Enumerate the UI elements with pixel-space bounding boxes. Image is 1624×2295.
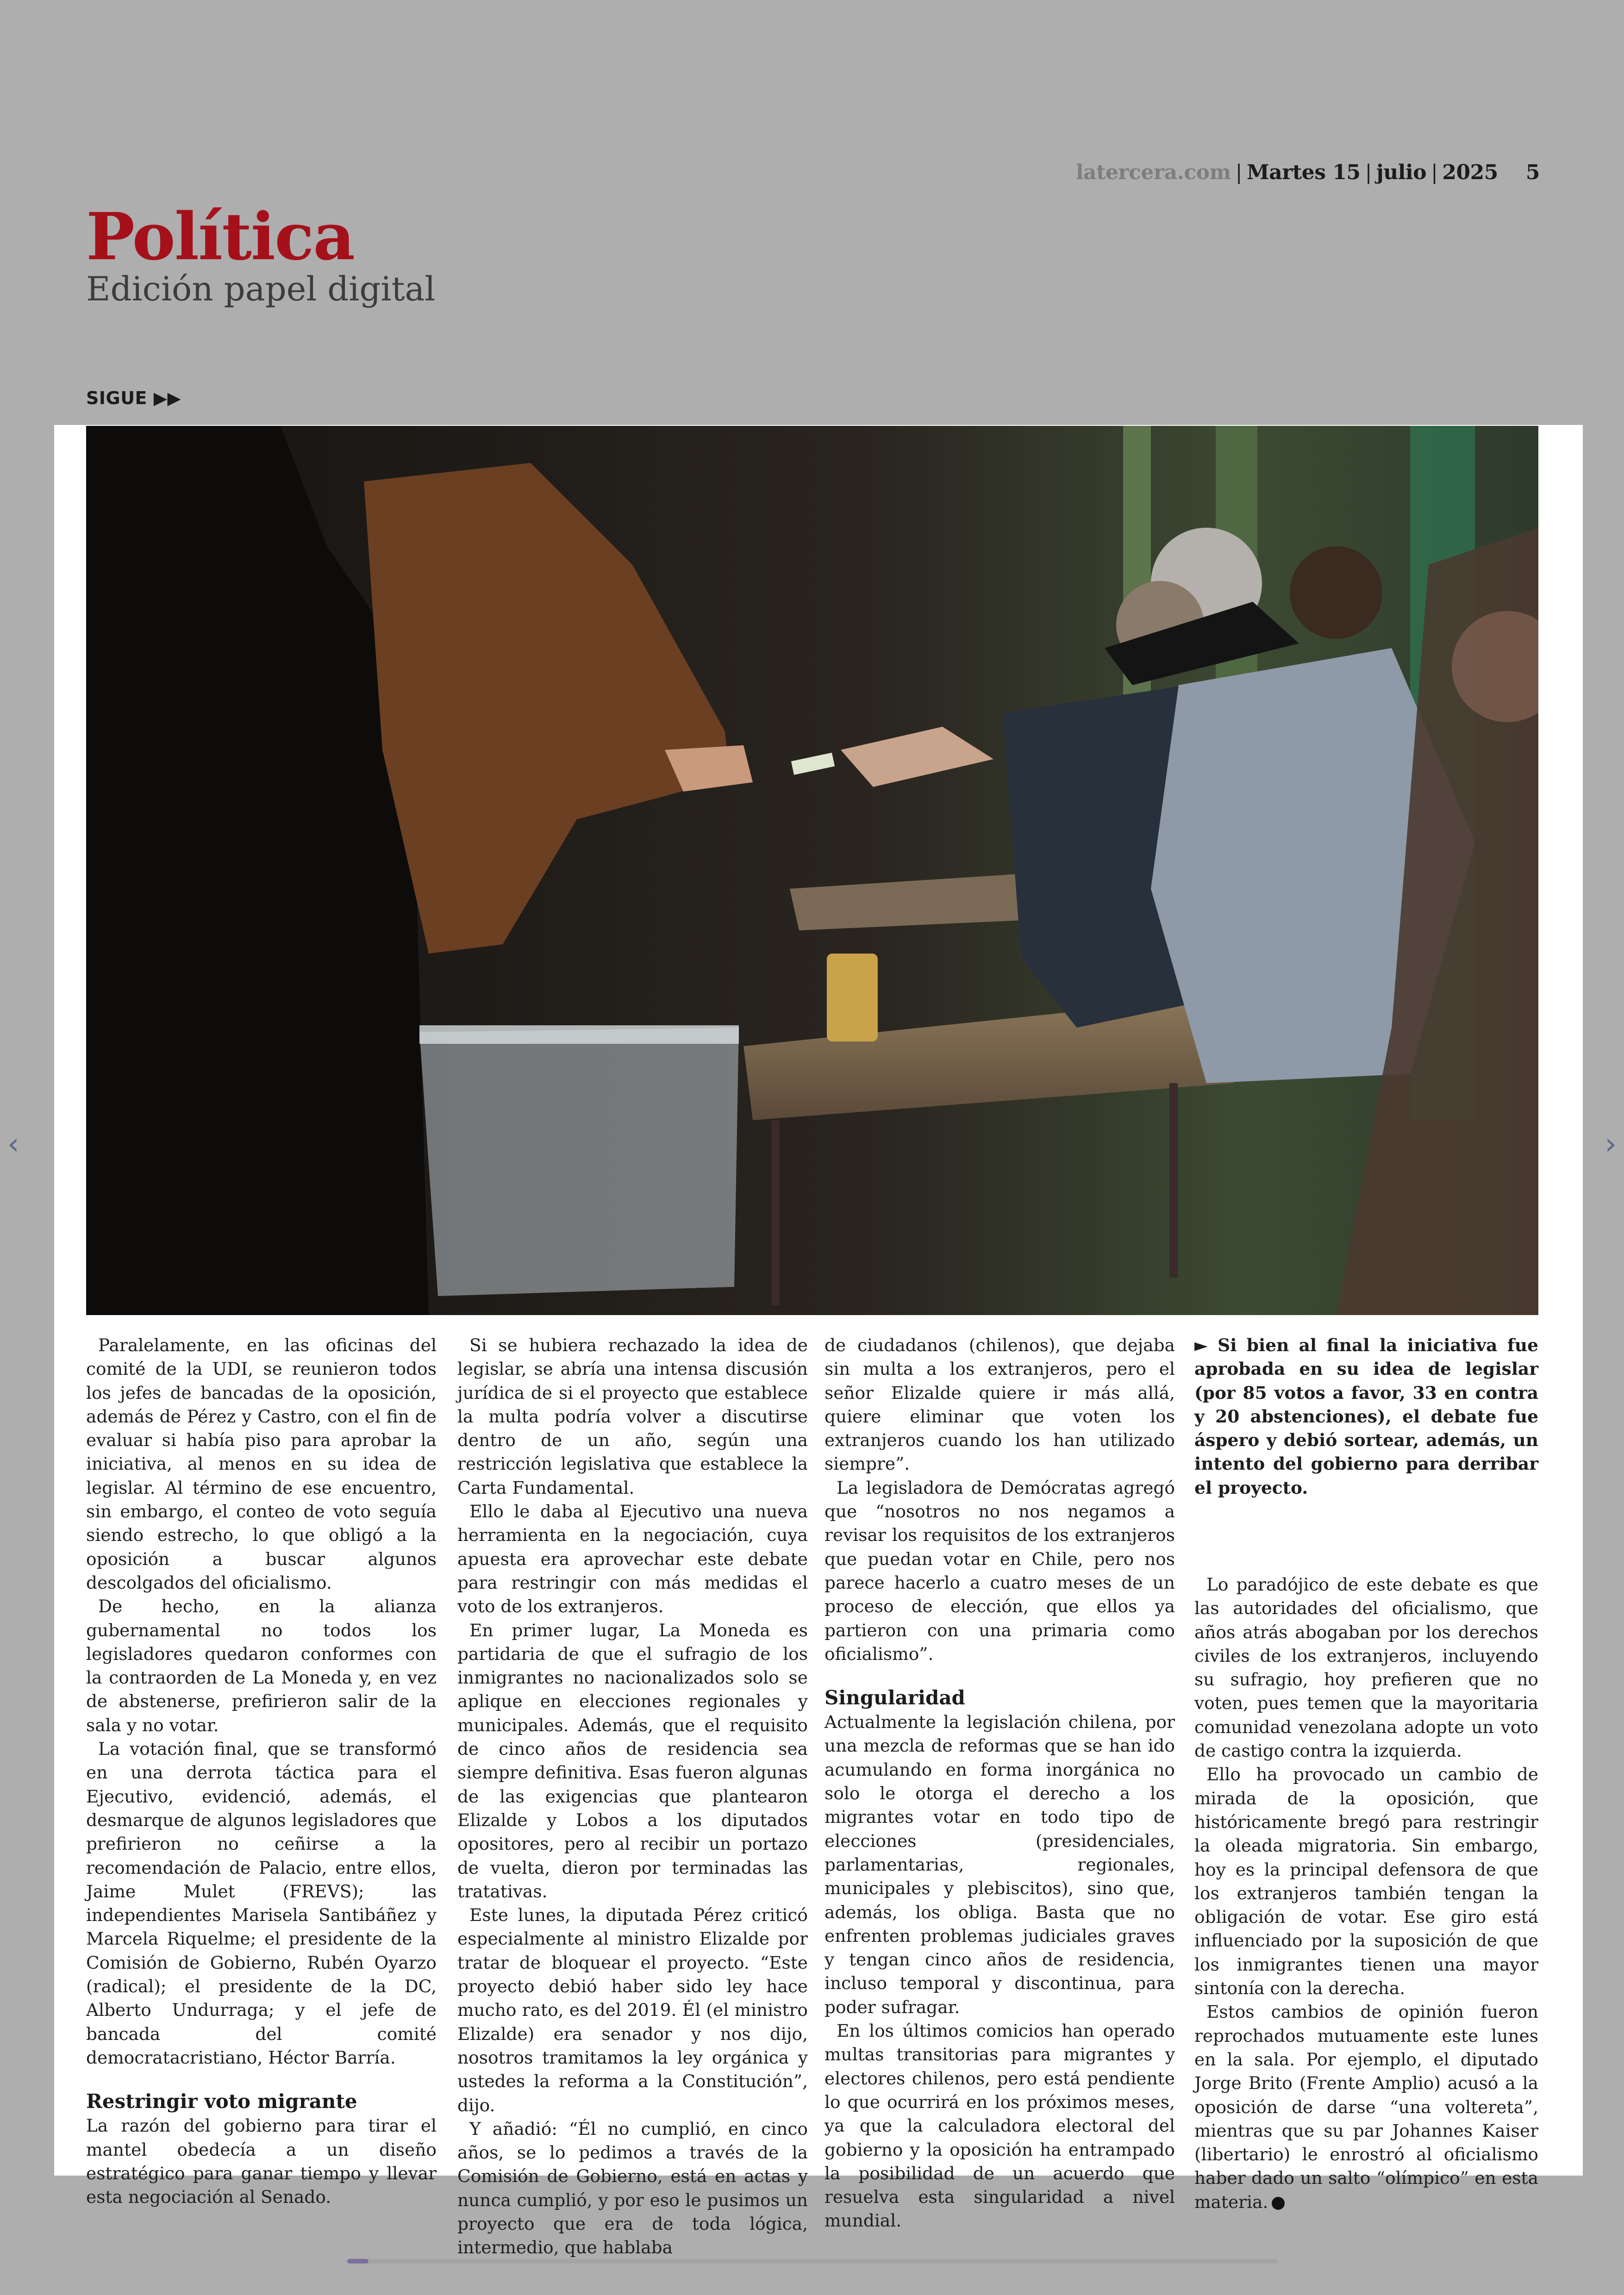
subheading: Singularidad [824,1686,965,1709]
continues-label: SIGUE ▶▶ [86,388,181,408]
page-number: 5 [1525,161,1540,184]
article-column-1 [86,1334,437,2209]
end-mark-icon [1272,2197,1285,2210]
subheading: Restringir voto migrante [86,2090,357,2113]
page-progress-fill [347,2259,369,2264]
chevron-right-icon[interactable]: › [1605,1127,1617,1161]
paragraph: En primer lugar, La Moneda es partidaria de que el sufragio de los inmigrantes no nacionalizados solo se aplique en elecciones regionales y municipales. Además, que el requisito de cinco años de residencia sea siempre definitiva. Esas fueron algunas de las exigencias que plantearon Elizalde y Lobos a los diputados opositores, pero al recibir un portazo de vuelta, dieron por terminadas las tratativas. [457,1620,808,1902]
article-photo [86,426,1538,1315]
paragraph: de ciudadanos (chilenos), que dejaba sin multa a los extranjeros, pero el señor Elizalde quiere ir más allá, quiere eliminar que voten los extranjeros cuando los han utilizado siempre”. [824,1335,1175,1474]
article-column-3 [824,1334,1175,2233]
highlight-paragraph: ► Si bien al final la iniciativa fue aprobada en su idea de legislar (por 85 votos a favor, 33 en contra y 20 abstenciones), el debate fue áspero y debió sortear, además, un intento del gobierno para derribar el proyecto. [1194,1335,1538,1498]
paragraph [1194,2000,1538,2214]
voting-scene-photo [86,426,1538,1315]
section-subtitle: Edición papel digital [86,269,436,308]
paragraph-text: Estos cambios de opinión fueron reprochados mutuamente este lunes en la sala. Por ejemplo, el diputado Jorge Brito (Frente Amplio) acusó a la oposición de darse “una voltereta”, mientras que su par Johannes Kaiser (libertario) le enrostró al oficialismo haber dado un salto “olímpico” en esta materia. [1194,2002,1538,2212]
paragraph: Actualmente la legislación chilena, por una mezcla de reformas que se han ido acumulando en forma inorgánica no solo le otorga el derecho a los migrantes votar en todo tipo de elecciones (presidenciales, parlamentarias, regionales, municipales y plebiscitos), sino que, además, los obliga. Basta que no enfrenten problemas judiciales graves y tengan cinco años de residencia, incluso temporal y discontinua, para poder sufragar. [824,1712,1175,2017]
paragraph: De hecho, en la alianza gubernamental no todos los legisladores quedaron conformes con la contraorden de La Moneda y, en vez de abstenerse, prefirieron salir de la sala y no votar. [86,1596,437,1735]
paragraph: Paralelamente, en las oficinas del comité de la UDI, se reunieron todos los jefes de bancadas de la oposición, además de Pérez y Castro, con el fin de evaluar si había piso para aprobar la iniciativa, al menos en su idea de legislar. Al término de ese encuentro, sin embargo, el conteo de voto seguía siendo estrecho, lo que obligó a la oposición a buscar algunos descolgados del oficialismo. [86,1335,437,1593]
issue-day: Martes 15 [1247,161,1361,184]
chevron-left-icon[interactable]: ‹ [7,1127,19,1161]
paragraph: La razón del gobierno para tirar el mantel obedecía a un diseño estratégico para ganar tiempo y llevar esta negociación al Senado. [86,2115,437,2208]
paragraph: Y añadió: “Él no cumplió, en cinco años, se lo pedimos a través de la Comisión de Gobierno, está en actas y nunca cumplió, y por eso le pusimos un proyecto que era de toda lógica, intermedio, que hablaba [457,2118,808,2258]
issue-month: julio [1376,161,1427,184]
paragraph: En los últimos comicios han operado multas transitorias para migrantes y electores chilenos, pero está pendiente lo que ocurrirá en los próximos meses, ya que la calculadora electoral del gobierno y la oposición ha entrampado la posibilidad de un acuerdo que resuelva esta singularidad a nivel mundial. [824,2021,1175,2231]
paragraph: Lo paradójico de este debate es que las autoridades del oficialismo, que años atrás abogaban por los derechos civiles de los extranjeros, incluyendo su sufragio, hoy prefieren que no voten, pues temen que la mayoritaria comunidad venezolana adopte un voto de castigo contra la izquierda. [1194,1574,1538,1761]
paragraph: Si se hubiera rechazado la idea de legislar, se abría una intensa discusión jurídica de si el proyecto que establece la multa podría volver a discutirse dentro de un año, según una restricción legislativa que establece la Carta Fundamental. [457,1335,808,1498]
site-name[interactable]: latercera.com [1075,161,1231,184]
separator: | [1431,161,1438,184]
article-column-4-lead [1194,1334,1538,1500]
separator: | [1235,161,1243,184]
separator: | [1365,161,1372,184]
article-column-2 [457,1334,808,2260]
paragraph: La legisladora de Demócratas agregó que “nosotros no nos negamos a revisar los requisitos de los extranjeros que puedan votar en Chile, pero nos parece hacerlo a cuatro meses de un proceso de elección, que ellos ya partieron con una primaria como oficialismo”. [824,1477,1175,1664]
paragraph: Este lunes, la diputada Pérez criticó especialmente al ministro Elizalde por tratar de bloquear el proyecto. “Este proyecto debió haber sido ley hace mucho rato, es del 2019. Él (el ministro Elizalde) era senador y nos dijo, nosotros tramitamos la ley orgánica y ustedes la reforma a la Constitución”, dijo. [457,1905,808,2115]
page-progress-bar[interactable] [347,2259,1278,2264]
paragraph: La votación final, que se transformó en una derrota táctica para el Ejecutivo, evidenció, además, el desmarque de algunos legisladores que prefirieron no ceñirse a la recomendación de Palacio, entre ellos, Jaime Mulet (FREVS); las independientes Marisela Santibáñez y Marcela Riquelme; el presidente de la Comisión de Gobierno, Rubén Oyarzo (radical); el presidente de la DC, Alberto Undurraga; y el jefe de bancada del comité democratacristiano, Héctor Barría. [86,1739,437,2068]
paragraph: Ello ha provocado un cambio de mirada de la oposición, que históricamente bregó para restringir la oleada migratoria. Sin embargo, hoy es la principal defensora de que los extranjeros también tengan la obligación de votar. Ese giro está influenciado por la suposición de que los inmigrantes tienen una mayor sintonía con la derecha. [1194,1764,1538,1999]
issue-year: 2025 [1442,161,1498,184]
article-column-4 [1194,1573,1538,2214]
page-header-info [1076,161,1540,184]
newspaper-page [54,425,1583,2258]
section-title: Política [86,199,355,275]
paragraph: Ello le daba al Ejecutivo una nueva herramienta en la negociación, cuya apuesta era aprovechar este debate para restringir con más medidas el voto de los extranjeros. [457,1501,808,1617]
